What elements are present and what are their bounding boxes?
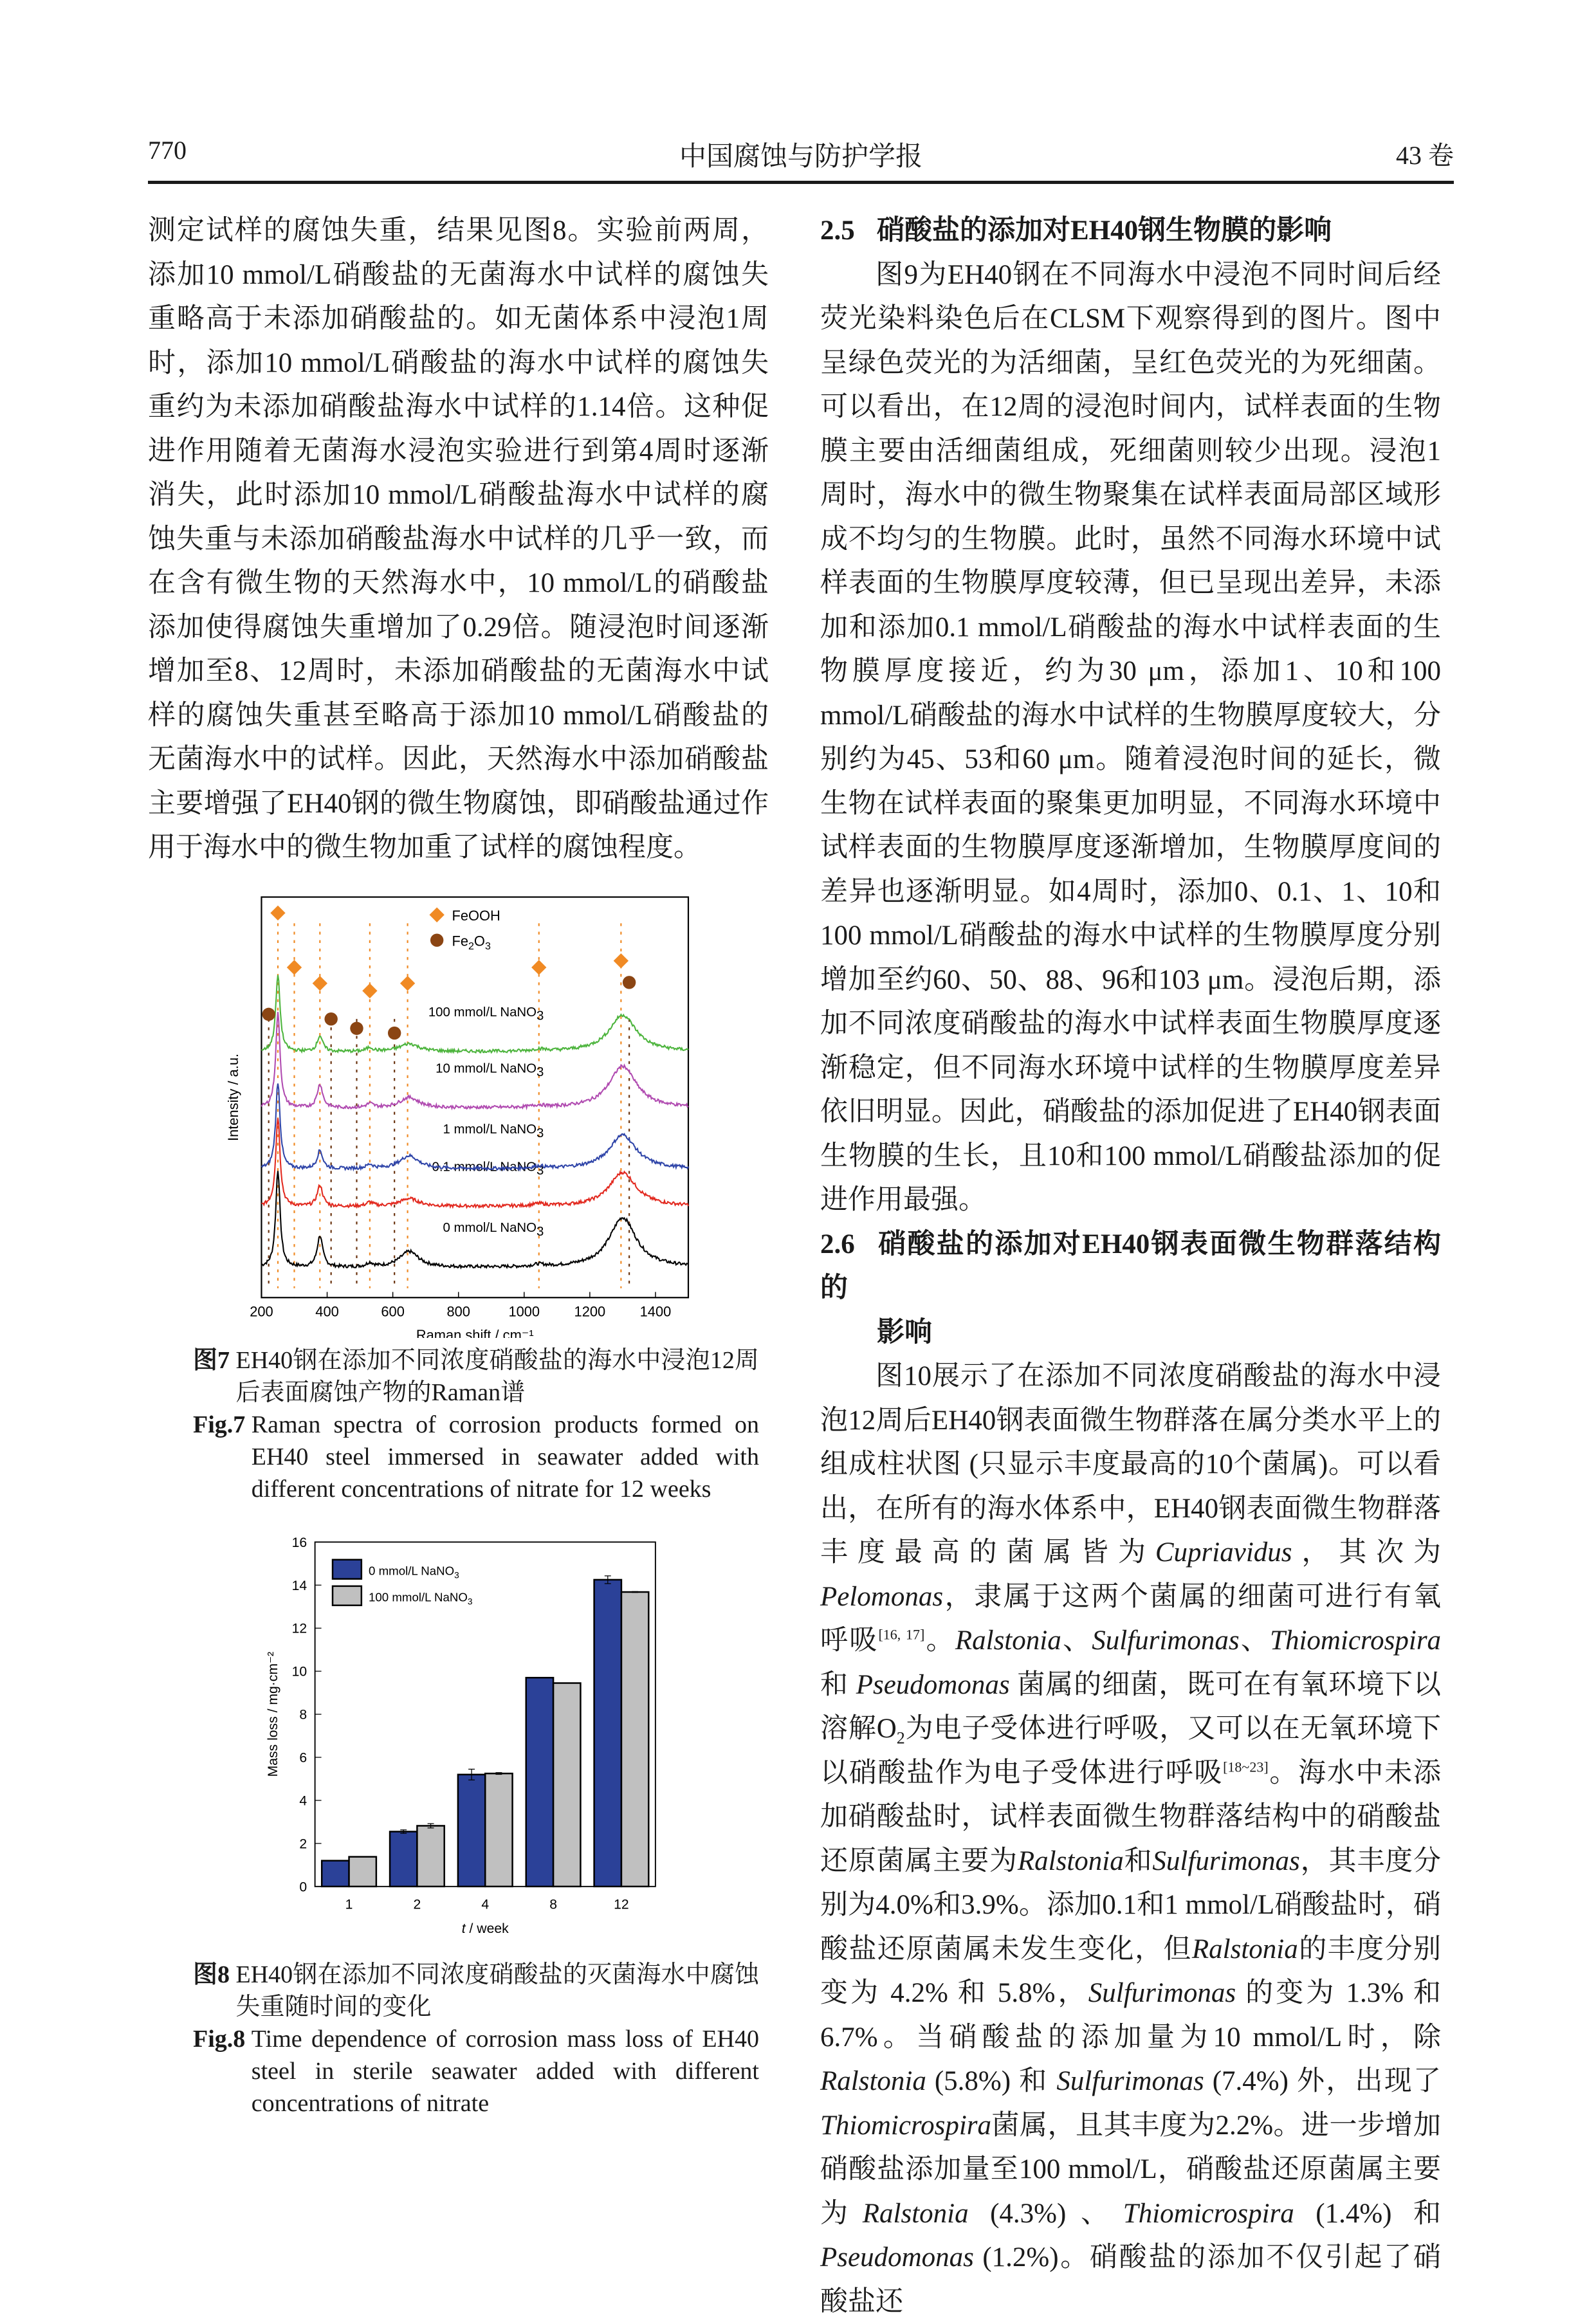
page-number: 770 — [148, 136, 187, 165]
svg-text:Mass loss / mg·cm⁻²: Mass loss / mg·cm⁻² — [266, 1651, 281, 1777]
svg-text:Fe2O3: $Fe_2O_3$ — [452, 933, 491, 953]
svg-text:1200: 1200 — [574, 1303, 606, 1320]
svg-text:FeOOH: FeOOH — [452, 908, 500, 924]
svg-text:2: 2 — [299, 1836, 307, 1852]
svg-text:1000: 1000 — [508, 1303, 540, 1320]
svg-text:8: 8 — [549, 1897, 557, 1912]
figure-7-raman-chart — [180, 888, 746, 1338]
section-heading-2-6: 2.6 硝酸盐的添加对EH40钢表面微生物群落结构的 影响 — [820, 1229, 1441, 1348]
citation[interactable]: [16, 17] — [878, 1626, 925, 1643]
svg-text:4: 4 — [299, 1793, 307, 1809]
header-rule — [148, 181, 1454, 184]
running-header — [148, 135, 1454, 180]
right-column — [820, 209, 1441, 2324]
svg-text:0 mmol/L NaNO3: 0 mmol/L NaNO3 — [443, 1221, 544, 1240]
volume-label: 43 卷 — [1396, 141, 1454, 170]
journal-title: 中国腐蚀与防护学报 — [679, 142, 922, 172]
caption-label: 图8 — [193, 1961, 230, 1988]
mass-loss-plot — [180, 1518, 746, 1943]
svg-text:0.1 mmol/L NaNO3: 0.1 mmol/L NaNO3 — [432, 1160, 544, 1178]
left-column — [148, 209, 769, 870]
svg-text:800: 800 — [446, 1303, 470, 1320]
svg-text:16: 16 — [291, 1535, 307, 1550]
svg-text:1400: 1400 — [639, 1303, 672, 1320]
figure-8-caption — [193, 1959, 759, 2119]
caption-label: 图7 — [193, 1347, 230, 1374]
svg-text:8: 8 — [299, 1707, 307, 1723]
svg-text:Intensity / a.u.: Intensity / a.u. — [225, 1053, 241, 1141]
body-paragraph: 图10展示了在添加不同浓度硝酸盐的海水中浸泡12周后EH40钢表面微生物群落在属分类水平上的组成柱状图 (只显示丰度最高的10个菌属)。可以看出，在所有的海水体系中，EH40钢表面微生物群落丰度最高的菌属皆为Cupriavidus，其次为Pelomonas，隶属于这两个菌属的细菌可进行有氧呼吸[16, 17]。Ralstonia、Sulfurimonas、Thiomicrospira 和 Pseudomonas 菌属的细菌，既可在有氧环境下以溶解$O_2$为电子受体进行呼吸，又可以在无氧环境下以硝酸盐作为电子受体进行呼吸[18~23]。海水中未添加硝酸盐时，试样表面微生物群落结构中的硝酸盐还原菌属主要为Ralstonia和Sulfurimonas，其丰度分别为4.0%和3.9%。添加0.1和1 mmol/L硝酸盐时，硝酸盐还原菌属未发生变化，但Ralstonia的丰度分别变为 4.2% 和 5.8%，Sulfurimonas 的变为 1.3% 和 6.7%。当硝酸盐的添加量为10 mmol/L时，除Ralstonia (5.8%) 和 Sulfurimonas (7.4%) 外，出现了Thiomicrospira菌属，且其丰度为2.2%。进一步增加硝酸盐添加量至100 mmol/L，硝酸盐还原菌属主要为Ralstonia (4.3%)、Thiomicrospira (1.4%) 和 Pseudomonas (1.2%)。硝酸盐的添加不仅引起了硝酸盐还 — [820, 1361, 1442, 2317]
caption-text-en: Time dependence of corrosion mass loss of EH40 steel in sterile seawater added with different concentrations of nitrate — [251, 2026, 759, 2117]
body-paragraph: 图9为EH40钢在不同海水中浸泡不同时间后经荧光染料染色后在CLSM下观察得到的图片。图中呈绿色荧光的为活细菌，呈红色荧光的为死细菌。可以看出，在12周的浸泡时间内，试样表面的生物膜主要由活细菌组成，死细菌则较少出现。浸泡1周时，海水中的微生物聚集在试样表面局部区域形成不均匀的生物膜。此时，虽然不同海水环境中试样表面的生物膜厚度较薄，但已呈现出差异，未添加和添加0.1 mmol/L硝酸盐的海水中试样表面的生物膜厚度接近，约为30 μm，添加1、10和100 mmol/L硝酸盐的海水中试样的生物膜厚度较大，分别约为45、53和60 μm。随着浸泡时间的延长，微生物在试样表面的聚集更加明显，不同海水环境中试样表面的生物膜厚度逐渐增加，生物膜厚度间的差异也逐渐明显。如4周时，添加0、0.1、1、10和100 mmol/L硝酸盐的海水中试样的生物膜厚度分别增加至约60、50、88、96和103 μm。浸泡后期，添加不同浓度硝酸盐的海水中试样表面生物膜厚度逐渐稳定，但不同海水环境中试样的生物膜厚度差异依旧明显。因此，硝酸盐的添加促进了EH40钢表面生物膜的生长，且10和100 mmol/L硝酸盐添加的促进作用最强。 — [820, 259, 1441, 1215]
svg-text:0 mmol/L NaNO3: 0 mmol/L NaNO$_3$ — [369, 1564, 459, 1580]
raman-plot — [180, 888, 746, 1338]
citation[interactable]: [18~23] — [1223, 1759, 1269, 1775]
svg-text:12: 12 — [614, 1897, 629, 1912]
svg-text:12: 12 — [291, 1621, 307, 1636]
caption-label-en: Fig.8 — [193, 2026, 246, 2053]
svg-text:200: 200 — [250, 1303, 273, 1320]
svg-text:100 mmol/L NaNO3: 100 mmol/L NaNO$_3$ — [369, 1590, 473, 1607]
svg-text:14: 14 — [291, 1578, 307, 1593]
svg-text:2: 2 — [413, 1897, 421, 1912]
caption-text-cn: EH40钢在添加不同浓度硝酸盐的灭菌海水中腐蚀失重随时间的变化 — [235, 1961, 759, 2020]
svg-text:4: 4 — [481, 1897, 490, 1912]
caption-label-en: Fig.7 — [193, 1411, 246, 1438]
svg-text:0: 0 — [299, 1880, 307, 1895]
svg-text:600: 600 — [381, 1303, 405, 1320]
svg-text:Raman shift / cm⁻¹: Raman shift / cm⁻¹ — [416, 1326, 534, 1338]
figure-7-caption — [193, 1344, 759, 1505]
svg-text:t / week: t / week — [461, 1921, 509, 1937]
svg-text:1 mmol/L NaNO3: 1 mmol/L NaNO3 — [443, 1122, 544, 1140]
svg-text:1: 1 — [345, 1897, 353, 1912]
body-paragraph: 测定试样的腐蚀失重，结果见图8。实验前两周，添加10 mmol/L硝酸盐的无菌海水中试样的腐蚀失重略高于未添加硝酸盐的。如无菌体系中浸泡1周时，添加10 mmol/L硝酸盐的海水中试样的腐蚀失重约为未添加硝酸盐海水中试样的1.14倍。这种促进作用随着无菌海水浸泡实验进行到第4周时逐渐消失，此时添加10 mmol/L硝酸盐海水中试样的腐蚀失重与未添加硝酸盐海水中试样的几乎一致，而在含有微生物的天然海水中，10 mmol/L的硝酸盐添加使得腐蚀失重增加了0.29倍。随浸泡时间逐渐增加至8、12周时，未添加硝酸盐的无菌海水中试样的腐蚀失重甚至略高于添加10 mmol/L硝酸盐的无菌海水中的试样。因此，天然海水中添加硝酸盐主要增强了EH40钢的微生物腐蚀，即硝酸盐通过作用于海水中的微生物加重了试样的腐蚀程度。 — [148, 215, 769, 863]
caption-text-cn: EH40钢在添加不同浓度硝酸盐的海水中浸泡12周后表面腐蚀产物的Raman谱 — [235, 1347, 759, 1406]
figure-8-bar-chart — [180, 1518, 746, 1943]
svg-text:100 mmol/L NaNO3: 100 mmol/L NaNO3 — [428, 1005, 544, 1023]
svg-text:10 mmol/L NaNO3: 10 mmol/L NaNO3 — [436, 1061, 544, 1080]
caption-text-en: Raman spectra of corrosion products formed on EH40 steel immersed in seawater added with different concentrations of nitrate for 12 weeks — [251, 1411, 759, 1503]
svg-text:10: 10 — [291, 1664, 307, 1679]
svg-text:400: 400 — [315, 1303, 339, 1320]
svg-text:6: 6 — [299, 1750, 307, 1766]
section-heading-2-5: 2.5 硝酸盐的添加对EH40钢生物膜的影响 — [820, 215, 1332, 246]
